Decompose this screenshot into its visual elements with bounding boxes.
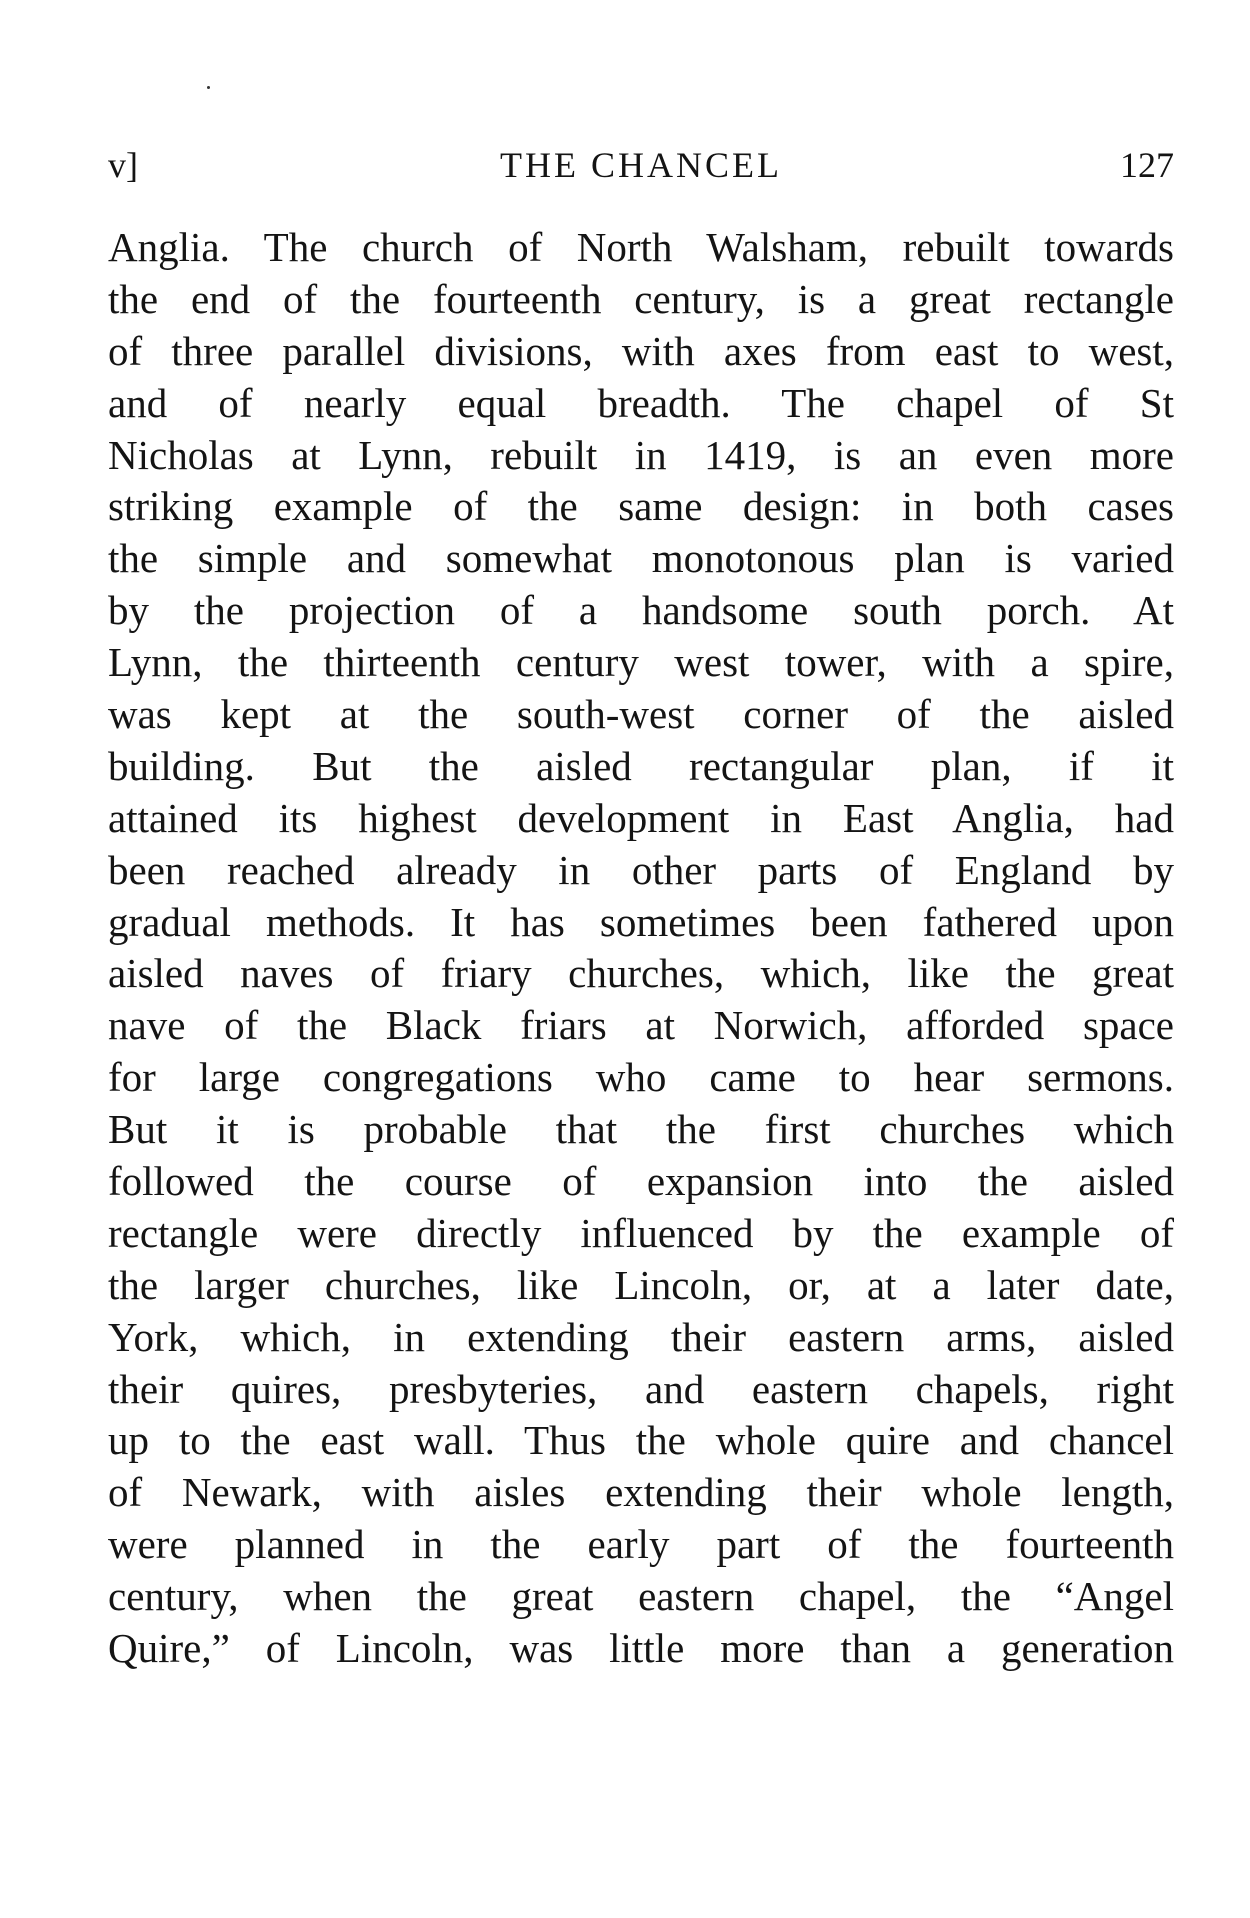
text-line: up to the east wall. Thus the whole quire and chancel: [108, 1417, 1174, 1464]
running-header: [108, 140, 1174, 190]
text-line: Anglia. The church of North Walsham, rebuilt towards: [108, 224, 1174, 270]
text-line: rectangle were directly influenced by the example of: [108, 1209, 1174, 1256]
text-line: of three parallel divisions, with axes from east to west,: [108, 327, 1174, 374]
text-line: and of nearly equal breadth. The chapel of St: [108, 379, 1174, 426]
text-line: aisled naves of friary churches, which, like the great: [108, 950, 1174, 997]
text-line: attained its highest development in East Anglia, had: [108, 794, 1174, 841]
text-line: their quires, presbyteries, and eastern chapels, right: [108, 1365, 1174, 1412]
text-line: was kept at the south-west corner of the aisled: [108, 691, 1174, 738]
text-line: Lynn, the thirteenth century west tower, with a spire,: [108, 639, 1174, 686]
chapter-number: v]: [108, 145, 138, 185]
text-line: century, when the great eastern chapel, the “Angel: [108, 1573, 1174, 1620]
text-line: York, which, in extending their eastern arms, aisled: [108, 1313, 1174, 1360]
text-line: Quire,” of Lincoln, was little more than a generation: [108, 1625, 1174, 1672]
text-line: of Newark, with aisles extending their whole length,: [108, 1469, 1174, 1516]
text-line: been reached already in other parts of England by: [108, 846, 1174, 893]
text-line: But it is probable that the first churches which: [108, 1106, 1174, 1153]
text-line: the end of the fourteenth century, is a great rectangle: [108, 275, 1174, 322]
text-line: the simple and somewhat monotonous plan is varied: [108, 535, 1174, 582]
text-line: Nicholas at Lynn, rebuilt in 1419, is an even more: [108, 431, 1174, 478]
print-speck: [207, 86, 210, 89]
text-line: gradual methods. It has sometimes been fathered upon: [108, 898, 1174, 945]
text-line: nave of the Black friars at Norwich, afforded space: [108, 1002, 1174, 1049]
text-line: striking example of the same design: in both cases: [108, 483, 1174, 530]
text-line: were planned in the early part of the fourteenth: [108, 1521, 1174, 1568]
running-title: THE CHANCEL: [500, 145, 782, 185]
text-line: the larger churches, like Lincoln, or, at a later date,: [108, 1261, 1174, 1308]
text-line: by the projection of a handsome south porch. At: [108, 587, 1174, 634]
body-text: [108, 222, 1174, 1675]
text-line: for large congregations who came to hear sermons.: [108, 1054, 1174, 1101]
page-number: 127: [1120, 145, 1174, 185]
text-line: building. But the aisled rectangular plan, if it: [108, 742, 1174, 789]
text-line: followed the course of expansion into the aisled: [108, 1158, 1174, 1205]
